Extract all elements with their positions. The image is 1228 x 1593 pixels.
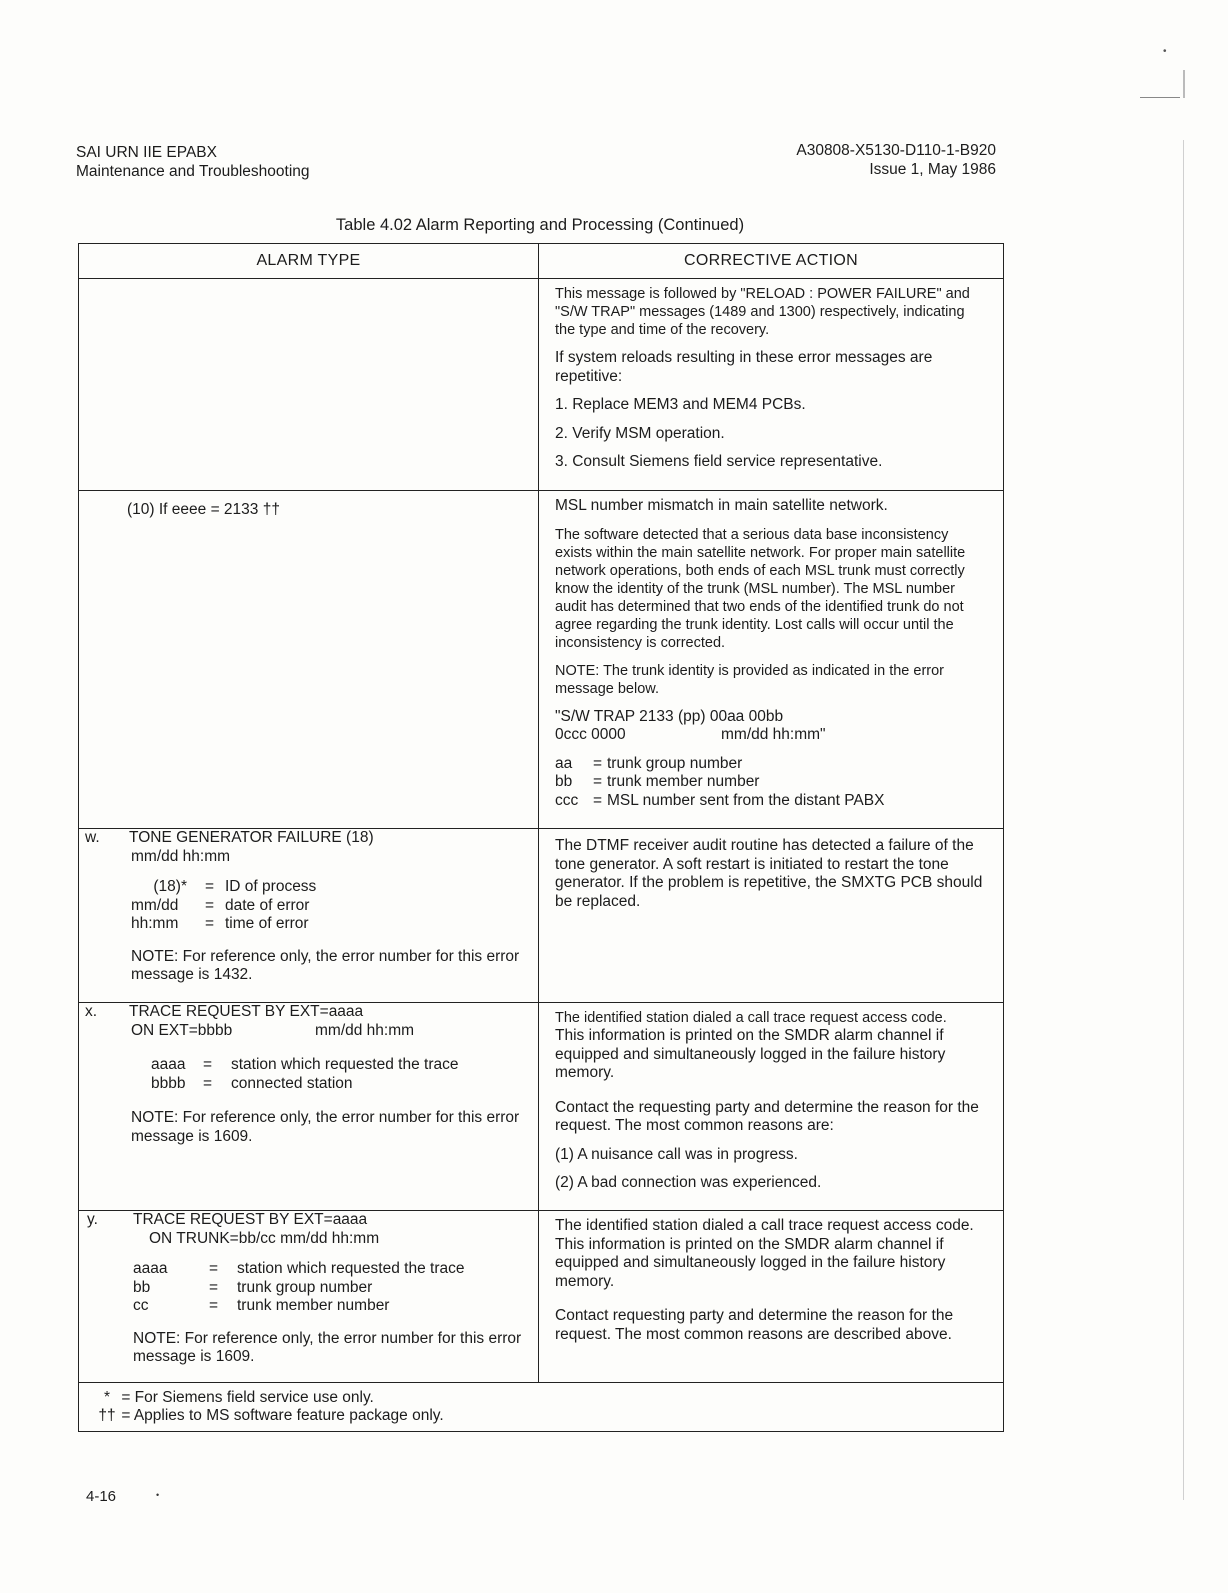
alarm-time: mm/dd hh:mm bbox=[315, 1021, 415, 1039]
def-value: time of error bbox=[225, 915, 309, 932]
alarm-title-line bbox=[79, 1003, 538, 1022]
action-cell bbox=[539, 1211, 1004, 1383]
footnote bbox=[97, 1407, 993, 1425]
definition-list bbox=[555, 755, 884, 811]
def-key: mm/dd bbox=[131, 896, 179, 914]
alarm-ext: ON EXT=bbbb bbox=[131, 1021, 233, 1039]
def-key: bb bbox=[133, 1278, 151, 1296]
header-doc-number: A30808-X5130-D110-1-B920 bbox=[796, 142, 996, 159]
alarm-subtitle: ON TRUNK=bb/cc mm/dd hh:mm bbox=[149, 1229, 380, 1247]
def-value: trunk group number bbox=[237, 1278, 373, 1296]
alarm-subtitle bbox=[79, 1022, 538, 1041]
alarm-cell-empty bbox=[79, 279, 539, 491]
definition-list bbox=[133, 1260, 464, 1316]
def-value: trunk group number bbox=[607, 754, 743, 772]
footnote-row bbox=[79, 1383, 1004, 1432]
definition-list bbox=[151, 1056, 458, 1093]
def-key: cc bbox=[133, 1297, 149, 1314]
table-row bbox=[79, 1211, 1004, 1383]
header-section: Maintenance and Troubleshooting bbox=[76, 163, 310, 180]
action-text: If system reloads resulting in these error messages are repetitive: bbox=[555, 349, 933, 385]
alarm-subtitle: mm/dd hh:mm bbox=[131, 847, 231, 865]
def-key: aa bbox=[555, 754, 573, 772]
scan-speck: • bbox=[1163, 46, 1167, 57]
def-value: connected station bbox=[231, 1074, 353, 1092]
action-text: The DTMF receiver audit routine has detected a failure of the tone generator. A soft restart is initiated to restart the tone generator. If the problem is repetitive, the SMXTG PCB should be replaced. bbox=[555, 837, 983, 910]
alarm-letter: y. bbox=[87, 1211, 98, 1228]
action-reason: (2) A bad connection was experienced. bbox=[555, 1174, 822, 1191]
definition-row bbox=[131, 878, 316, 897]
def-value: station which requested the trace bbox=[231, 1056, 459, 1073]
page-edge-line bbox=[1183, 140, 1184, 1500]
footnote-text: = For Siemens field service use only. bbox=[121, 1389, 374, 1406]
def-key: bb bbox=[555, 773, 573, 790]
def-key: hh:mm bbox=[131, 915, 179, 932]
def-eq: = bbox=[593, 754, 603, 772]
action-reason: (1) A nuisance call was in progress. bbox=[555, 1145, 798, 1163]
table-row bbox=[79, 279, 1004, 491]
footnote-symbol: †† bbox=[98, 1407, 116, 1424]
message-line: "S/W TRAP 2133 (pp) 00aa 00bb bbox=[555, 707, 784, 725]
alarm-title: TRACE REQUEST BY EXT=aaaa bbox=[133, 1211, 368, 1228]
alarm-condition: (10) If eeee = 2133 †† bbox=[127, 501, 280, 518]
alarm-cell bbox=[79, 1211, 539, 1383]
action-cell bbox=[539, 491, 1004, 829]
header-right bbox=[796, 141, 996, 179]
header-product: SAI URN IIE EPABX bbox=[76, 144, 217, 161]
action-text: This message is followed by "RELOAD : POWER FAILURE" and "S/W TRAP" messages (1489 and 1300) respectively, indicating the type and time of the recovery. bbox=[555, 286, 970, 338]
page-edge-mark bbox=[1183, 70, 1185, 98]
footnote-symbol: * bbox=[103, 1389, 111, 1406]
action-text-line: This information is printed on the SMDR alarm channel if equipped and simultaneously logged in the failure history memory. bbox=[555, 1027, 946, 1081]
def-value: trunk member number bbox=[237, 1297, 390, 1314]
alarm-title-line bbox=[79, 1211, 538, 1230]
definition-list bbox=[131, 878, 316, 934]
page-number: 4-16 bbox=[86, 1488, 117, 1505]
definition-row bbox=[555, 773, 884, 792]
footnote-cell bbox=[79, 1383, 1004, 1432]
col-header-corrective-action: CORRECTIVE ACTION bbox=[539, 244, 1004, 279]
def-eq: = bbox=[203, 1074, 213, 1092]
alarm-title-line bbox=[79, 829, 538, 848]
def-eq: = bbox=[209, 1260, 219, 1277]
header-left bbox=[76, 143, 310, 181]
alarm-letter: x. bbox=[85, 1003, 98, 1020]
table-caption: Table 4.02 Alarm Reporting and Processing (Continued) bbox=[335, 216, 745, 234]
table-header-row bbox=[79, 244, 1004, 279]
definition-row bbox=[133, 1297, 464, 1316]
table-row bbox=[79, 1003, 1004, 1211]
footnote-text: = Applies to MS software feature package only. bbox=[121, 1407, 444, 1424]
alarm-note: NOTE: For reference only, the error number for this error message is 1432. bbox=[131, 947, 520, 983]
alarm-note: NOTE: For reference only, the error number for this error message is 1609. bbox=[133, 1329, 522, 1365]
col-header-alarm-type: ALARM TYPE bbox=[79, 244, 539, 279]
action-cell bbox=[539, 829, 1004, 1003]
def-value: station which requested the trace bbox=[237, 1260, 465, 1277]
message-code: 0ccc 0000 bbox=[555, 726, 626, 743]
action-text bbox=[555, 1009, 987, 1083]
def-value: date of error bbox=[225, 896, 310, 914]
action-note: NOTE: The trunk identity is provided as indicated in the error message below. bbox=[555, 662, 945, 697]
def-key: aaaa bbox=[151, 1056, 186, 1073]
alarm-note: NOTE: For reference only, the error number for this error message is 1609. bbox=[131, 1109, 520, 1145]
def-eq: = bbox=[205, 896, 215, 914]
definition-row bbox=[151, 1075, 458, 1094]
action-text: Contact requesting party and determine the reason for the request. The most common reasons are described above. bbox=[555, 1307, 954, 1343]
message-time: mm/dd hh:mm" bbox=[721, 726, 826, 743]
alarm-letter: w. bbox=[85, 829, 100, 846]
alarm-title: TRACE REQUEST BY EXT=aaaa bbox=[129, 1003, 364, 1020]
alarm-cell bbox=[79, 491, 539, 829]
action-text: The software detected that a serious data base inconsistency exists within the main satellite network. For proper main satellite network operations, both ends of each MSL trunk must correctly know the identity of the trunk (MSL number). The MSL number audit has determined that two ends of the identified trunk do not agree regarding the trunk identity. Lost calls will occur until the inconsistency is corrected. bbox=[555, 526, 966, 651]
def-eq: = bbox=[205, 915, 215, 932]
definition-row bbox=[131, 897, 316, 916]
definition-row bbox=[151, 1056, 458, 1075]
def-value: trunk member number bbox=[607, 773, 760, 790]
action-step: 2. Verify MSM operation. bbox=[555, 424, 725, 442]
def-eq: = bbox=[205, 878, 215, 895]
action-step: 1. Replace MEM3 and MEM4 PCBs. bbox=[555, 396, 806, 413]
def-key: (18)* bbox=[153, 878, 187, 895]
table-row bbox=[79, 829, 1004, 1003]
def-key: ccc bbox=[555, 791, 579, 809]
definition-row bbox=[133, 1279, 464, 1298]
def-eq: = bbox=[593, 773, 603, 790]
def-value: MSL number sent from the distant PABX bbox=[607, 791, 885, 809]
action-cell bbox=[539, 1003, 1004, 1211]
action-text: Contact the requesting party and determine the reason for the request. The most common reasons are: bbox=[555, 1098, 979, 1134]
def-key: aaaa bbox=[133, 1260, 168, 1277]
alarm-cell bbox=[79, 829, 539, 1003]
def-value: ID of process bbox=[225, 878, 317, 895]
def-eq: = bbox=[593, 791, 603, 809]
def-eq: = bbox=[203, 1056, 213, 1073]
alarm-cell bbox=[79, 1003, 539, 1211]
def-key: bbbb bbox=[151, 1074, 186, 1092]
action-step: 3. Consult Siemens field service representative. bbox=[555, 453, 883, 470]
table-row bbox=[79, 491, 1004, 829]
definition-row bbox=[555, 792, 884, 811]
scan-speck: • bbox=[156, 1490, 160, 1500]
definition-row bbox=[555, 755, 884, 774]
page-edge-line bbox=[1140, 97, 1180, 98]
definition-row bbox=[131, 915, 316, 934]
message-line bbox=[555, 726, 987, 745]
action-cell bbox=[539, 279, 1004, 491]
header-issue: Issue 1, May 1986 bbox=[869, 161, 996, 178]
action-text-line: The identified station dialed a call trace request access code. bbox=[555, 1010, 947, 1026]
def-eq: = bbox=[209, 1297, 219, 1314]
def-eq: = bbox=[209, 1278, 219, 1296]
action-text: MSL number mismatch in main satellite network. bbox=[555, 497, 888, 514]
error-message-format bbox=[555, 708, 987, 745]
definition-row bbox=[133, 1260, 464, 1279]
action-text: The identified station dialed a call trace request access code. This information is printed on the SMDR alarm channel if equipped and simultaneously logged in the failure history memory. bbox=[555, 1217, 974, 1290]
alarm-title: TONE GENERATOR FAILURE (18) bbox=[129, 829, 374, 846]
alarm-table bbox=[78, 243, 1004, 1432]
footnote bbox=[97, 1389, 993, 1407]
